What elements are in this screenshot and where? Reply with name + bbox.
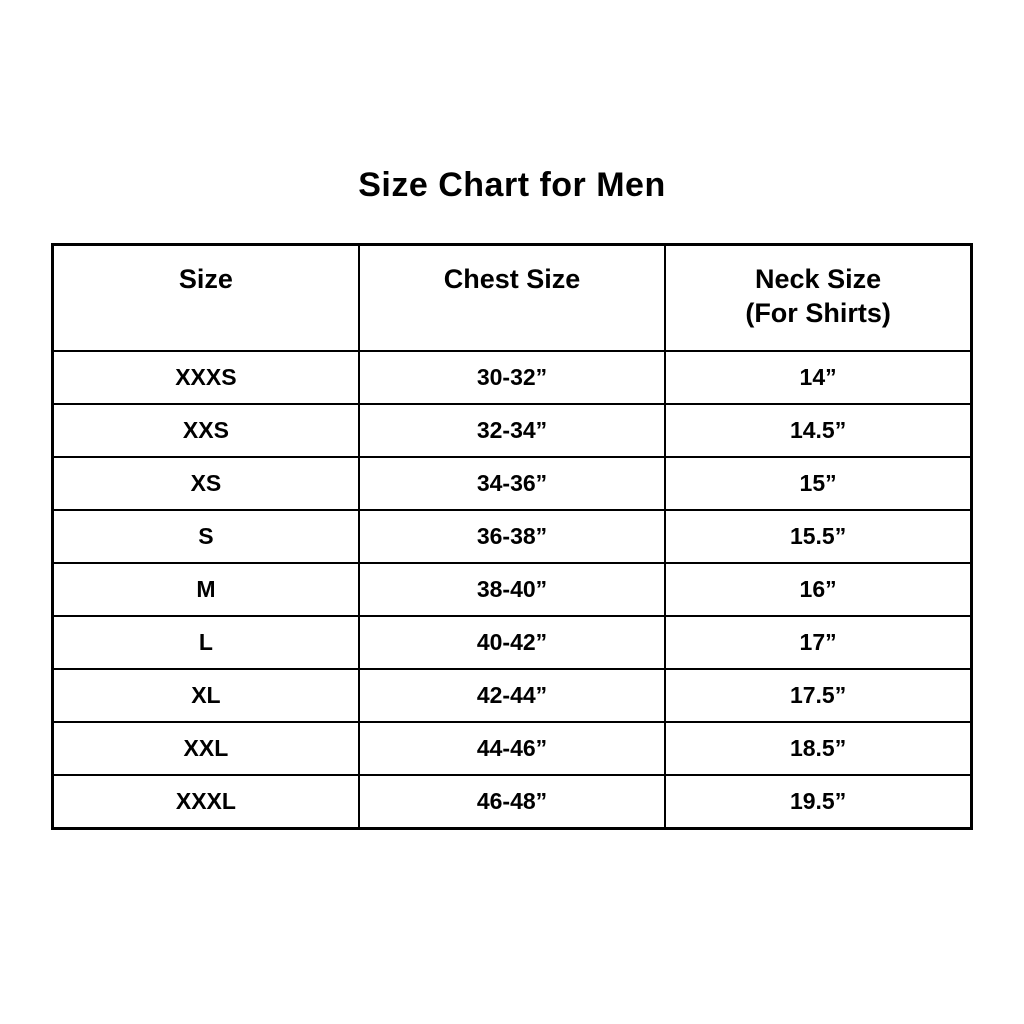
page-title: Size Chart for Men [358, 166, 666, 204]
cell-neck: 15” [665, 457, 971, 510]
cell-neck: 19.5” [665, 775, 971, 829]
column-header-size-label: Size [178, 264, 233, 294]
column-header-size [53, 245, 359, 352]
cell-size: XS [53, 457, 359, 510]
cell-size: S [53, 510, 359, 563]
column-header-neck [665, 245, 971, 352]
cell-size: XL [53, 669, 359, 722]
table-row [53, 404, 972, 457]
header-row [53, 245, 972, 352]
cell-chest: 32-34” [359, 404, 665, 457]
table-row [53, 351, 972, 404]
cell-size: L [53, 616, 359, 669]
cell-chest: 30-32” [359, 351, 665, 404]
cell-chest: 36-38” [359, 510, 665, 563]
cell-size: XXXS [53, 351, 359, 404]
column-header-chest [359, 245, 665, 352]
cell-neck: 14” [665, 351, 971, 404]
table-row [53, 510, 972, 563]
cell-neck: 16” [665, 563, 971, 616]
table-row [53, 457, 972, 510]
cell-neck: 18.5” [665, 722, 971, 775]
column-header-neck-label-line2: (For Shirts) [745, 298, 891, 328]
cell-neck: 17” [665, 616, 971, 669]
cell-chest: 46-48” [359, 775, 665, 829]
cell-size: XXXL [53, 775, 359, 829]
cell-size: XXS [53, 404, 359, 457]
cell-chest: 38-40” [359, 563, 665, 616]
cell-neck: 17.5” [665, 669, 971, 722]
table-row [53, 616, 972, 669]
table-row [53, 722, 972, 775]
column-header-neck-label-line1: Neck Size [755, 264, 882, 294]
table-body [53, 351, 972, 829]
cell-neck: 14.5” [665, 404, 971, 457]
column-header-chest-label: Chest Size [443, 264, 581, 294]
cell-chest: 34-36” [359, 457, 665, 510]
cell-size: M [53, 563, 359, 616]
cell-chest: 42-44” [359, 669, 665, 722]
table-row [53, 669, 972, 722]
table-header [53, 245, 972, 352]
cell-chest: 44-46” [359, 722, 665, 775]
cell-chest: 40-42” [359, 616, 665, 669]
table-row [53, 563, 972, 616]
cell-neck: 15.5” [665, 510, 971, 563]
size-chart-table [51, 243, 973, 830]
cell-size: XXL [53, 722, 359, 775]
table-row [53, 775, 972, 829]
